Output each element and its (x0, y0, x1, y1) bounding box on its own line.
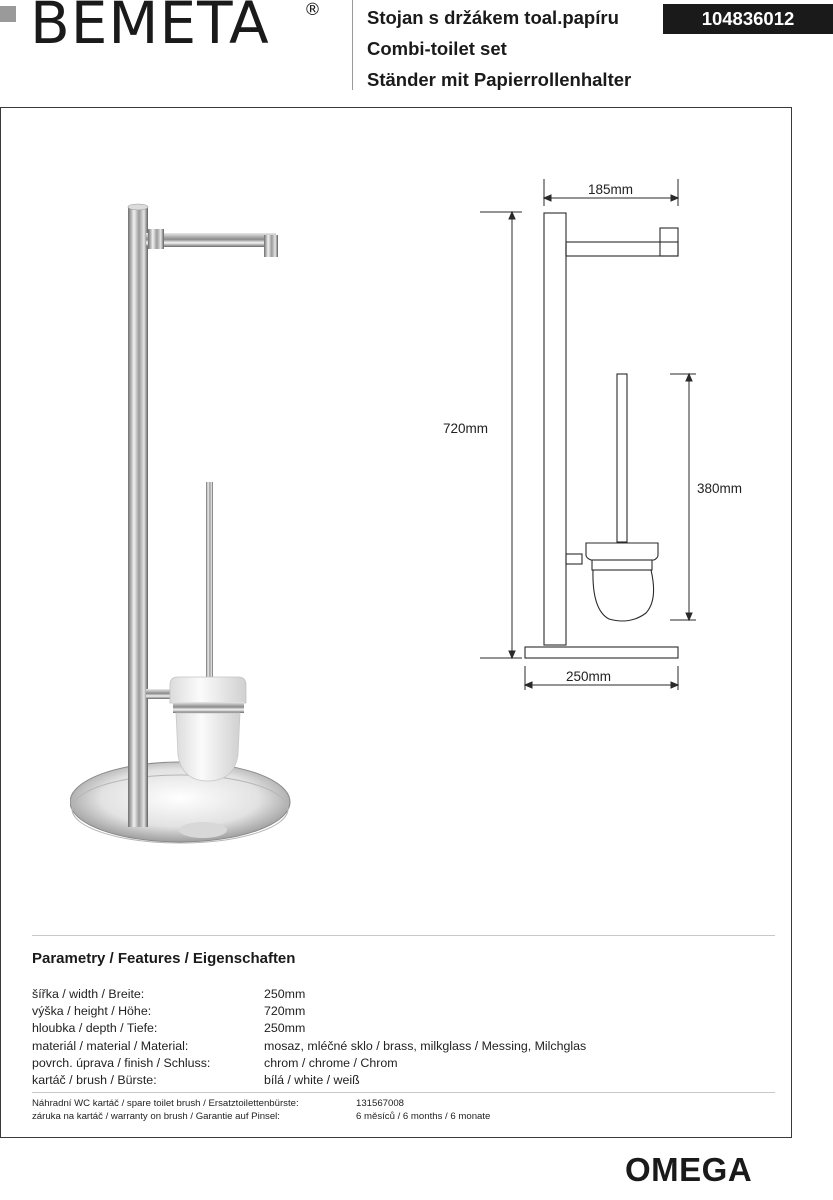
spec-material-value: mosaz, mléčné sklo / brass, milkglass / Messing, Milchglas (264, 1039, 587, 1053)
warranty-value: 6 měsíců / 6 months / 6 monate (356, 1111, 491, 1122)
spec-depth-value: 250mm (264, 1021, 306, 1035)
spec-height-value: 720mm (264, 1004, 306, 1018)
technical-drawing (470, 170, 790, 700)
features-heading: Parametry / Features / Eigenschaften (32, 950, 296, 967)
features-divider (32, 935, 775, 936)
title-english: Combi-toilet set (367, 38, 507, 59)
dimension-height-total: 720mm (443, 421, 489, 436)
spec-width-value: 250mm (264, 987, 306, 1001)
spec-material-label: materiál / material / Material: (32, 1039, 189, 1053)
spec-brush-value: bílá / white / weiß (264, 1073, 360, 1087)
spare-brush-value: 131567008 (356, 1098, 405, 1109)
spare-parts-divider (32, 1092, 775, 1093)
spec-depth-label: hloubka / depth / Tiefe: (32, 1021, 158, 1035)
spec-finish-label: povrch. úprava / finish / Schluss: (32, 1056, 211, 1070)
dimension-width-top: 185mm (588, 182, 634, 197)
spec-finish-value: chrom / chrome / Chrom (264, 1056, 398, 1070)
spec-height-label: výška / height / Höhe: (32, 1004, 152, 1018)
warranty-label: záruka na kartáč / warranty on brush / Garantie auf Pinsel: (32, 1111, 280, 1122)
dimension-width-base: 250mm (566, 669, 612, 684)
dimension-height-brush: 380mm (697, 481, 743, 496)
header-divider (352, 0, 353, 90)
series-name: OMEGA (625, 1151, 753, 1188)
product-photo (70, 195, 300, 855)
spare-brush-label: Náhradní WC kartáč / spare toilet brush / Ersatztoilettenbürste: (32, 1098, 299, 1109)
product-code-badge: 104836012 (663, 4, 833, 34)
spec-brush-label: kartáč / brush / Bürste: (32, 1073, 157, 1087)
title-german: Ständer mit Papierrollenhalter (367, 69, 632, 90)
title-czech: Stojan s držákem toal.papíru (367, 7, 619, 28)
brand-logo: BEMETA (30, 0, 270, 57)
spec-width-label: šířka / width / Breite: (32, 987, 145, 1001)
registered-mark: ® (304, 0, 321, 20)
logo-square (0, 6, 16, 22)
